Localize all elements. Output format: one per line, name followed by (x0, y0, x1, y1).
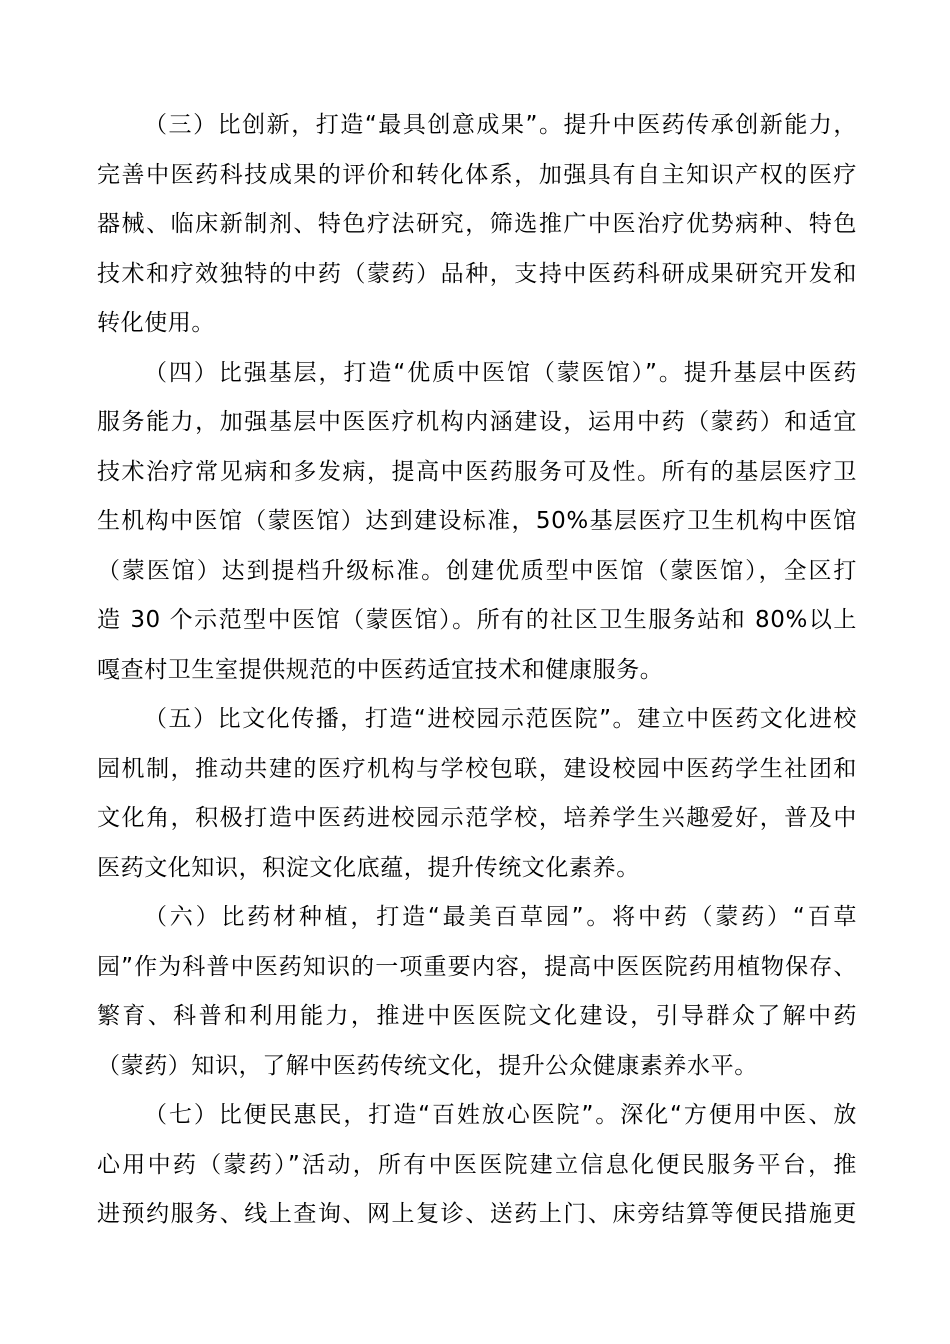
paragraph-line: 转化使用。 (97, 310, 215, 336)
paragraph-line: 嘎查村卫生室提供规范的中医药适宜技术和健康服务。 (97, 656, 664, 683)
paragraph-line: 完善中医药科技成果的评价和转化体系，加强具有自主知识产权的医疗 (97, 161, 857, 188)
paragraph-line: （蒙医馆）达到提档升级标准。创建优质型中医馆（蒙医馆），全区打 (97, 557, 857, 584)
paragraph-3 (97, 101, 857, 349)
paragraph-line: （五）比文化传播，打造“进校园示范医院”。建立中医药文化进校 (144, 706, 857, 732)
paragraph-line: （六）比药材种植，打造“最美百草园”。将中药（蒙药）“百草 (144, 904, 857, 930)
paragraph-line: 生机构中医馆（蒙医馆）达到建设标准，50%基层医疗卫生机构中医馆 (97, 508, 857, 534)
paragraph-line: 服务能力，加强基层中医医疗机构内涵建设，运用中药（蒙药）和适宜 (97, 409, 857, 435)
paragraph-line: 进预约服务、线上查询、网上复诊、送药上门、床旁结算等便民措施更 (97, 1201, 857, 1227)
document-body (97, 101, 857, 1240)
paragraph-line: 繁育、科普和利用能力，推进中医医院文化建设，引导群众了解中药 (97, 1003, 857, 1029)
paragraph-6 (97, 893, 857, 1091)
paragraph-line: （三）比创新，打造“最具创意成果”。提升中医药传承创新能力， (144, 112, 857, 138)
paragraph-line: 心用中药（蒙药）”活动，所有中医医院建立信息化便民服务平台，推 (97, 1151, 857, 1178)
paragraph-line: （蒙药）知识，了解中医药传统文化，提升公众健康素养水平。 (97, 1052, 758, 1079)
paragraph-line: （七）比便民惠民，打造“百姓放心医院”。深化“方便用中医、放 (144, 1102, 857, 1128)
paragraph-line: 文化角，积极打造中医药进校园示范学校，培养学生兴趣爱好，普及中 (97, 805, 857, 831)
paragraph-5 (97, 695, 857, 893)
paragraph-line: 医药文化知识，积淀文化底蕴，提升传统文化素养。 (97, 854, 640, 881)
paragraph-line: 造 30 个示范型中医馆（蒙医馆）。所有的社区卫生服务站和 80%以上 (97, 607, 857, 633)
paragraph-line: 技术和疗效独特的中药（蒙药）品种，支持中医药科研成果研究开发和 (97, 260, 857, 287)
paragraph-line: 园”作为科普中医药知识的一项重要内容，提高中医医院药用植物保存、 (97, 953, 857, 980)
paragraph-line: 技术治疗常见病和多发病，提高中医药服务可及性。所有的基层医疗卫 (97, 458, 857, 485)
paragraph-4 (97, 349, 857, 696)
paragraph-7 (97, 1091, 857, 1240)
paragraph-line: 器械、临床新制剂、特色疗法研究，筛选推广中医治疗优势病种、特色 (97, 211, 857, 237)
paragraph-line: 园机制，推动共建的医疗机构与学校包联，建设校园中医药学生社团和 (97, 755, 857, 782)
paragraph-line: （四）比强基层，打造“优质中医馆（蒙医馆）”。提升基层中医药 (144, 359, 857, 386)
